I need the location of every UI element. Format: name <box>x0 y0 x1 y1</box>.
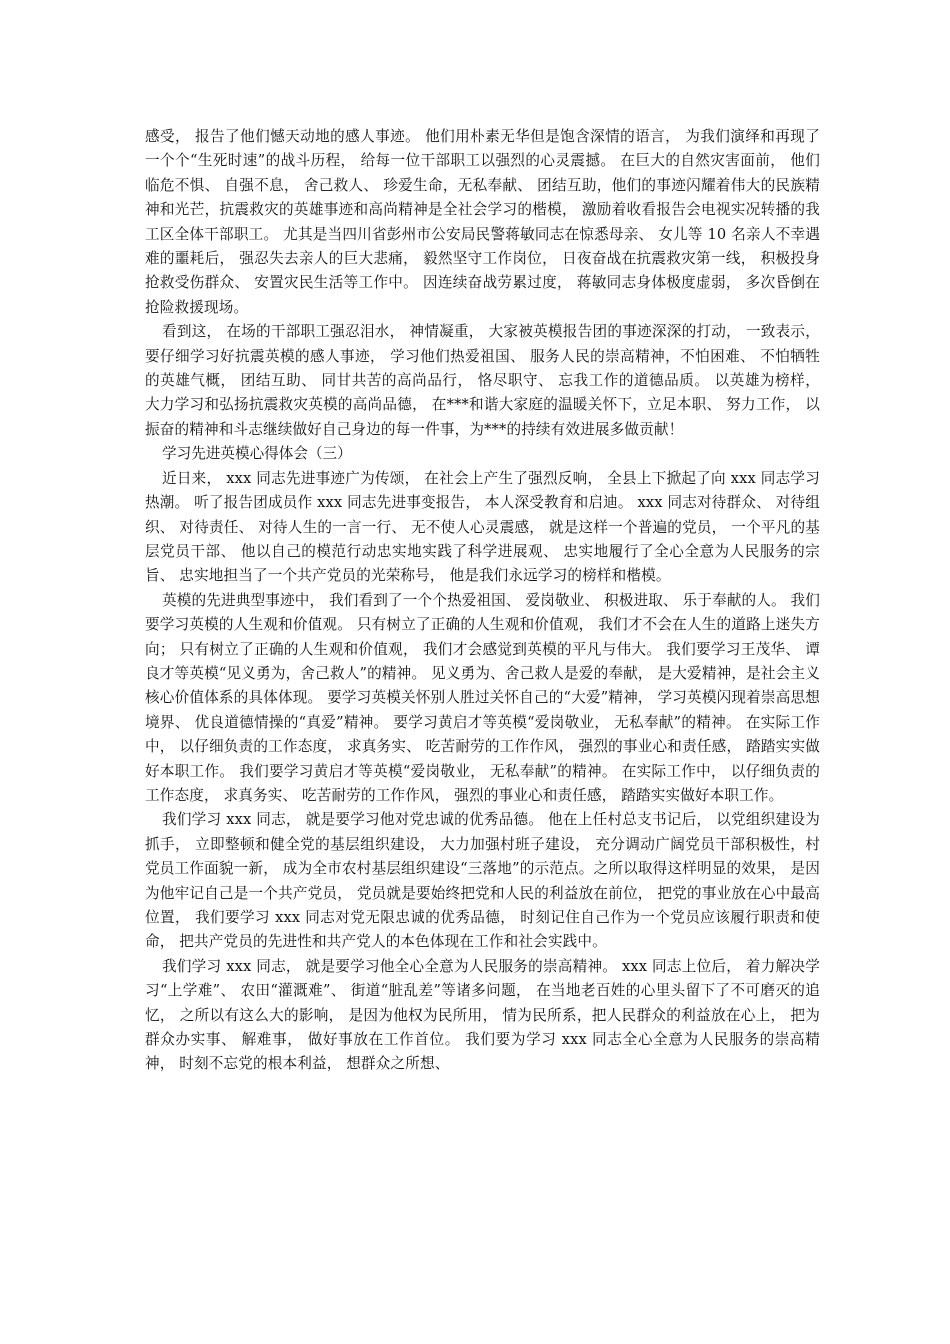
paragraph-2: 看到这， 在场的干部职工强忍泪水， 神情凝重， 大家被英模报告团的事迹深深的打动， 一致表示， 要仔细学习好抗震英模的感人事迹， 学习他们热爱祖国、 服务人民的崇高精神，不怕困难、 不怕牺牲的英雄气概， 团结互助、 同甘共苦的高尚品行， 恪尽职守、 忘我工作的道德品质。 以英雄为榜样， 大力学习和弘扬抗震救灾英模的高尚品德， 在***和谐大家庭的温暖关怀下，立足本职、 努力工作， 以振奋的精神和斗志继续做好自己身边的每一件事，为***的持续有效进展多做贡献！ <box>145 323 820 438</box>
paragraph-4: 英模的先进典型事迹中， 我们看到了一个个热爱祖国、 爱岗敬业、 积极进取、 乐于奉献的人。 我们要学习英模的人生观和价值观。 只有树立了正确的人生观和价值观， 我们才不会在人生的道路上迷失方向； 只有树立了正确的人生观和价值观， 我们才会感觉到英模的平凡与伟大。 我们要学习王茂华、 谭良才等英模“见义勇为，舍己救人”的精神。 见义勇为、舍己救人是爱的奉献， 是大爱精神，是社会主义核心价值体系的具体体现。 要学习英模关怀别人胜过关怀自己的“大爱”精神， 学习英模闪现着崇高思想境界、 优良道德情操的“真爱”精神。 要学习黄启才等英模“爱岗敬业， 无私奉献”的精神。 在实际工作中， 以仔细负责的工作态度， 求真务实、 吃苦耐劳的工作作风， 强烈的事业心和责任感， 踏踏实实做好本职工作。 我们要学习黄启才等英模“爱岗敬业， 无私奉献”的精神。 在实际工作中， 以仔细负责的工作态度， 求真务实、 吃苦耐劳的工作作风， 强烈的事业心和责任感， 踏踏实实做好本职工作。 <box>145 591 820 804</box>
paragraph-6: 我们学习 xxx 同志， 就是要学习他全心全意为人民服务的崇高精神。 xxx 同志上位后， 着力解决学习“上学难”、 农田“灌溉难”、 街道“脏乱差”等诸多问题， 在当地老百姓的心里头留下了不可磨灭的追忆， 之所以有这么大的影响， 是因为他权为民所用， 情为民所系，把人民群众的利益放在心上， 把为群众办实事、 解难事， 做好事放在工作首位。 我们要为学习 xxx 同志全心全意为人民服务的崇高精神， 时刻不忘党的根本利益， 想群众之所想、 <box>145 957 820 1073</box>
paragraph-3: 近日来， xxx 同志先进事迹广为传颂， 在社会上产生了强烈反响， 全县上下掀起了向 xxx 同志学习热潮。 听了报告团成员作 xxx 同志先进事变报告， 本人深受教育和启迪。 xxx 同志对待群众、 对待组织、 对待责任、 对待人生的一言一行、 无不使人心灵震感， 就是这样一个普遍的党员， 一个平凡的基层党员干部、 他以自己的模范行动忠实地实践了科学进展观、 忠实地履行了全心全意为人民服务的宗旨、 忠实地担当了一个共产党员的光荣称号， 他是我们永远学习的榜样和楷模。 <box>145 469 820 585</box>
section-title: 学习先进英模心得体会（三） <box>162 445 352 463</box>
paragraph-1: 感受， 报告了他们憾天动地的感人事迹。 他们用朴素无华但是饱含深情的语言， 为我们演绎和再现了一个个“生死时速”的战斗历程， 给每一位干部职工以强烈的心灵震撼。 在巨大的自然灾害面前， 他们临危不惧、 自强不息， 舍己救人、 珍爱生命，无私奉献、 团结互助，他们的事迹闪耀着伟大的民族精神和光芒，抗震救灾的英雄事迹和高尚精神是全社会学习的楷模， 激励着收看报告会电视实况转播的我工区全体干部职工。 尤其是当四川省彭州市公安局民警蒋敏同志在惊悉母亲、 女儿等 10 名亲人不幸遇难的噩耗后， 强忍失去亲人的巨大悲痛， 毅然坚守工作岗位， 日夜奋战在抗震救灾第一线， 积极投身抢救受伤群众、 安置灾民生活等工作中。 因连续奋战劳累过度， 蒋敏同志身体极度虚弱， 多次昏倒在抢险救援现场。 <box>145 128 820 316</box>
paragraph-5: 我们学习 xxx 同志， 就是要学习他对党忠诚的优秀品德。 他在上任村总支书记后， 以党组织建设为抓手， 立即整顿和健全党的基层组织建设， 大力加强村班子建设， 充分调动广阔党员干部积极性，村党员工作面貌一新， 成为全市农村基层组织建设“三落地”的示范点。之所以取得这样明显的效果， 是因为他牢记自己是一个共产党员， 党员就是要始终把党和人民的利益放在前位， 把党的事业放在心中最高位置， 我们要学习 xxx 同志对党无限忠诚的优秀品德， 时刻记住自己作为一个党员应该履行职责和使命， 把共产党员的先进性和共产党人的本色体现在工作和社会实践中。 <box>145 811 820 951</box>
